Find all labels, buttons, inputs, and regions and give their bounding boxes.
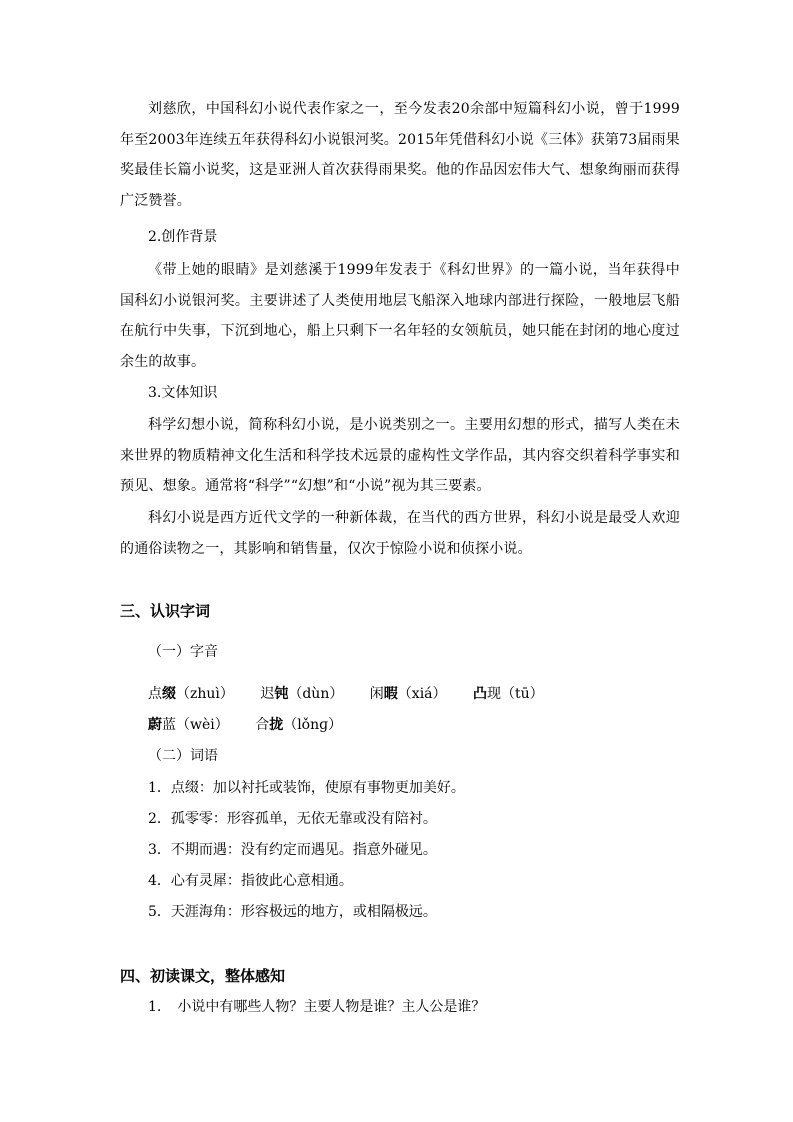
pron-item: 凸现（tū）: [472, 686, 544, 702]
pronunciation-subtitle: （一）字音: [148, 644, 218, 660]
background-paragraph: 《带上她的眼睛》是刘慈溪于1999年发表于《科幻世界》的一篇小说，当年获得中国科幻小说银河奖。主要讲述了人类使用地层飞船深入地球内部进行探险，一般地层飞船在航行中失事，下沉到地心，船上只剩下一名年轻的女领航员，她只能在封闭的地心度过余生的故事。: [120, 262, 680, 370]
question-number: 1.: [148, 999, 162, 1015]
genre-subtitle: 3.文体知识: [148, 385, 218, 401]
genre-paragraph-2: 科幻小说是西方近代文学的一种新体裁，在当代的西方世界，科幻小说是最受人欢迎的通俗读物之一，其影响和销售量，仅次于惊险小说和侦探小说。: [120, 510, 680, 557]
vocab-item: 5．天涯海角：形容极远的地方，或相隔极远。: [148, 904, 437, 920]
pron-item: 迟钝（dùn）: [260, 686, 344, 702]
section-4-heading: 四、初读课文，整体感知: [120, 967, 286, 985]
vocab-subtitle: （二）词语: [148, 748, 218, 764]
pron-item: 闲暇（xiá）: [369, 686, 447, 702]
question-1: [148, 997, 485, 1017]
background-subtitle: 2.创作背景: [148, 229, 218, 245]
pronunciation-row-1: [148, 684, 566, 704]
genre-paragraph-1: 科学幻想小说，简称科幻小说，是小说类别之一。主要用幻想的形式，描写人类在未来世界的物质精神文化生活和科学技术远景的虚构性文学作品，其内容交织着科学事实和预见、想象。通常将“科学”“幻想”和“小说”视为其三要素。: [120, 417, 680, 494]
vocab-item: 4．心有灵犀：指彼此心意相通。: [148, 873, 353, 889]
section-3-heading: 三、认识字词: [120, 602, 211, 620]
pron-item: 合拢（lǒnɡ）: [255, 717, 343, 733]
vocab-item: 3．不期而遇：没有约定而遇见。指意外碰见。: [148, 842, 437, 858]
pronunciation-row-2: [148, 715, 364, 735]
author-paragraph: 刘慈欣，中国科幻小说代表作家之一，至今发表20余部中短篇科幻小说，曾于1999年至2003年连续五年获得科幻小说银河奖。2015年凭借科幻小说《三体》获第73届雨果奖最佳长篇小说奖，这是亚洲人首次获得雨果奖。他的作品因宏伟大气、想象绚丽而获得广泛赞誉。: [120, 101, 680, 209]
pron-item: 蔚蓝（wèi）: [148, 717, 229, 733]
question-text: 小说中有哪些人物？主要人物是谁？主人公是谁？: [177, 999, 486, 1015]
pron-item: 点缀（zhuì）: [148, 686, 234, 702]
vocab-item: 2．孤零零：形容孤单，无依无靠或没有陪衬。: [148, 811, 437, 827]
vocab-item: 1．点缀：加以衬托或装饰，使原有事物更加美好。: [148, 780, 465, 796]
